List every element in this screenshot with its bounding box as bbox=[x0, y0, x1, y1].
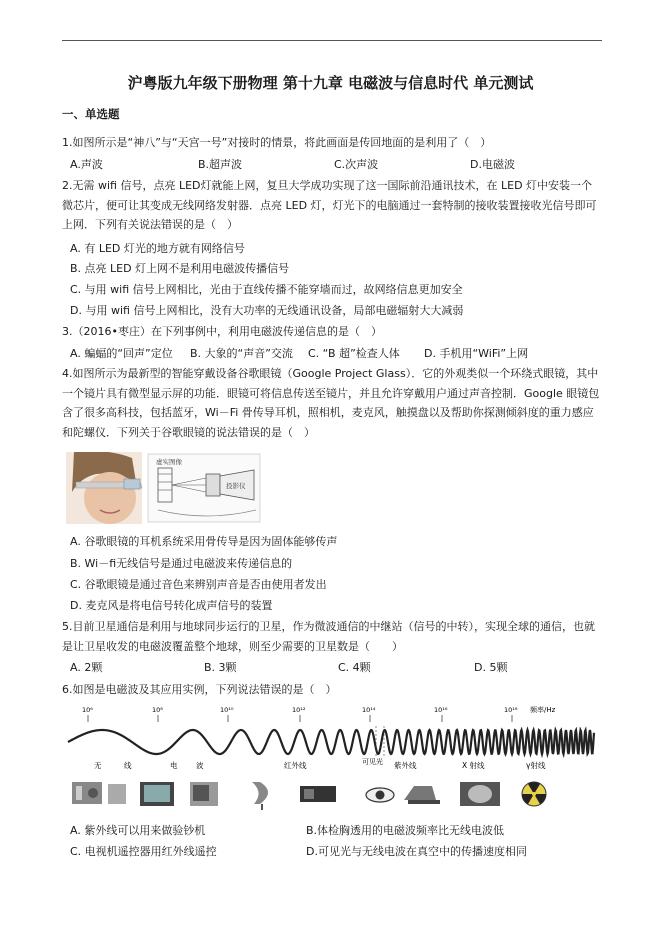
question-6-stem: 6.如图是电磁波及其应用实例，下列说法错误的是（ ） bbox=[62, 683, 337, 696]
band-label-ultraviolet: 紫外线 bbox=[394, 761, 417, 770]
q4-option-a[interactable]: A. 谷歌眼镜的耳机系统采用骨传导是因为固体能够传声 bbox=[70, 535, 338, 548]
q4-option-b[interactable]: B. Wi－fi无线信号是通过电磁波来传递信息的 bbox=[70, 557, 293, 570]
freq-tick-1e18: 10¹⁸ bbox=[504, 706, 518, 714]
q2-option-c[interactable]: C. 与用 wifi 信号上网相比，光由于直线传播不能穿墙而过，故网络信息更加安全 bbox=[70, 283, 463, 296]
q3-option-d[interactable]: D. 手机用“WiFi”上网 bbox=[424, 347, 529, 360]
question-2-stem: 2.无需 wifi 信号，点亮 LED灯就能上网，复旦大学成功实现了这一国际前沿通讯技术，在 LED 灯中安装一个微芯片，便可让其变成无线网络发射器．点亮 LED 灯，灯光下的电脑通过一套特制的接收装置接收光信号即可上网．下列有关说法错误的是（ ） bbox=[62, 179, 597, 231]
google-glass-figure bbox=[66, 452, 262, 524]
q6-option-a[interactable]: A. 紫外线可以用来做验钞机 bbox=[70, 824, 206, 837]
q5-option-c[interactable]: C. 4颗 bbox=[338, 661, 371, 674]
uv-lamp-icon bbox=[404, 786, 436, 800]
freq-tick-1e16: 10¹⁶ bbox=[434, 706, 448, 714]
question-1-stem: 1.如图所示是“神八”与“天宫一号”对接时的情景，将此画面是传回地面的是利用了（ ） bbox=[62, 136, 492, 149]
q6-option-b[interactable]: B.体检胸透用的电磁波频率比无线电波低 bbox=[306, 824, 505, 837]
header-rule bbox=[62, 40, 602, 41]
q4-option-c[interactable]: C. 谷歌眼镜是通过音色来辨别声音是否由使用者发出 bbox=[70, 578, 327, 591]
glass-prism bbox=[124, 479, 140, 489]
question-3-options bbox=[70, 345, 602, 361]
q1-option-a[interactable]: A.声波 bbox=[70, 158, 103, 171]
band-label-gamma: γ射线 bbox=[526, 761, 546, 770]
phone-device-icon bbox=[108, 784, 126, 804]
q2-option-d[interactable]: D. 与用 wifi 信号上网相比，没有大功率的无线通讯设备，局部电磁辐射大大减弱 bbox=[70, 304, 464, 317]
q1-option-b[interactable]: B.超声波 bbox=[198, 158, 243, 171]
question-4-stem: 4.如图所示为最新型的智能穿戴设备谷歌眼镜（Google Project Glass）．它的外观类似一个环绕式眼镜，其中一个镜片具有微型显示屏的功能．眼镜可将信息传送至镜片，并且允许穿戴用户通过声音控制．Google 眼镜包含了很多高科技，包括蓝牙，Wi－Fi 骨传导耳机，照相机，麦克风，触摸盘以及帮助你探测倾斜度的重力感应和陀螺仪．下列关于谷歌眼镜的说法错误的是（ ） bbox=[62, 367, 600, 439]
question-1-options bbox=[70, 156, 602, 172]
freq-tick-1e10: 10¹⁰ bbox=[220, 706, 234, 714]
band-label-radio-1: 无 bbox=[94, 761, 102, 770]
satellite-dish-icon bbox=[252, 782, 268, 804]
q3-option-c[interactable]: C. “B 超”检查人体 bbox=[308, 347, 400, 360]
freq-tick-1e14: 10¹⁴ bbox=[362, 706, 376, 714]
q3-option-a[interactable]: A. 蝙蝠的“回声”定位 bbox=[70, 347, 173, 360]
q2-option-b[interactable]: B. 点亮 LED 灯上网不是利用电磁波传播信号 bbox=[70, 262, 290, 275]
em-spectrum-figure bbox=[64, 700, 598, 818]
q6-option-c[interactable]: C. 电视机遥控器用红外线遥控 bbox=[70, 845, 217, 858]
freq-unit-label: 频率/Hz bbox=[530, 706, 556, 714]
question-5-stem: 5.目前卫星通信是利用与地球同步运行的卫星，作为微波通信的中继站（信号的中转），实现全球的通信，也就是让卫星收发的电磁波覆盖整个地球，则至少需要的卫星数是（ ） bbox=[62, 620, 595, 653]
question-5-options bbox=[70, 659, 602, 675]
em-spectrum-illustration bbox=[64, 700, 598, 818]
q4-option-d[interactable]: D. 麦克风是将电信号转化成声信号的装置 bbox=[70, 599, 273, 612]
application-icons-row bbox=[72, 782, 546, 810]
freq-tick-1e8: 10⁸ bbox=[152, 706, 163, 714]
figure-label-projector: 投影仪 bbox=[226, 482, 246, 490]
em-wave-line bbox=[68, 730, 594, 754]
freq-tick-1e12: 10¹² bbox=[292, 706, 306, 714]
question-3-stem: 3.（2016•枣庄）在下列事例中，利用电磁波传递信息的是（ ） bbox=[62, 325, 382, 338]
band-label-infrared: 红外线 bbox=[284, 761, 307, 770]
q5-option-b[interactable]: B. 3颗 bbox=[204, 661, 237, 674]
q3-option-b[interactable]: B. 大象的“声音”交流 bbox=[190, 347, 293, 360]
freq-tick-1e6: 10⁶ bbox=[82, 706, 93, 714]
google-glass-illustration bbox=[66, 452, 262, 524]
band-label-radio-2: 线 bbox=[124, 761, 132, 770]
band-label-xray: X 射线 bbox=[462, 761, 485, 770]
q1-option-c[interactable]: C.次声波 bbox=[334, 158, 379, 171]
page-title: 沪粤版九年级下册物理 第十九章 电磁波与信息时代 单元测试 bbox=[127, 74, 534, 92]
figure-label-virtual-image: 虚实图像 bbox=[156, 458, 182, 466]
band-label-radio-4: 波 bbox=[196, 761, 204, 770]
question-6-options-row2 bbox=[70, 843, 602, 859]
q1-option-d[interactable]: D.电磁波 bbox=[470, 158, 515, 171]
question-6-options-row1 bbox=[70, 822, 602, 838]
q5-option-d[interactable]: D. 5颗 bbox=[474, 661, 508, 674]
section-heading: 一、单选题 bbox=[62, 107, 120, 121]
band-label-visible: 可见光 bbox=[362, 758, 383, 766]
q2-option-a[interactable]: A. 有 LED 灯光的地方就有网络信号 bbox=[70, 242, 245, 255]
q5-option-a[interactable]: A. 2颗 bbox=[70, 661, 103, 674]
band-label-radio-3: 电 bbox=[170, 761, 178, 770]
q6-option-d[interactable]: D.可见光与无线电波在真空中的传播速度相同 bbox=[306, 845, 527, 858]
